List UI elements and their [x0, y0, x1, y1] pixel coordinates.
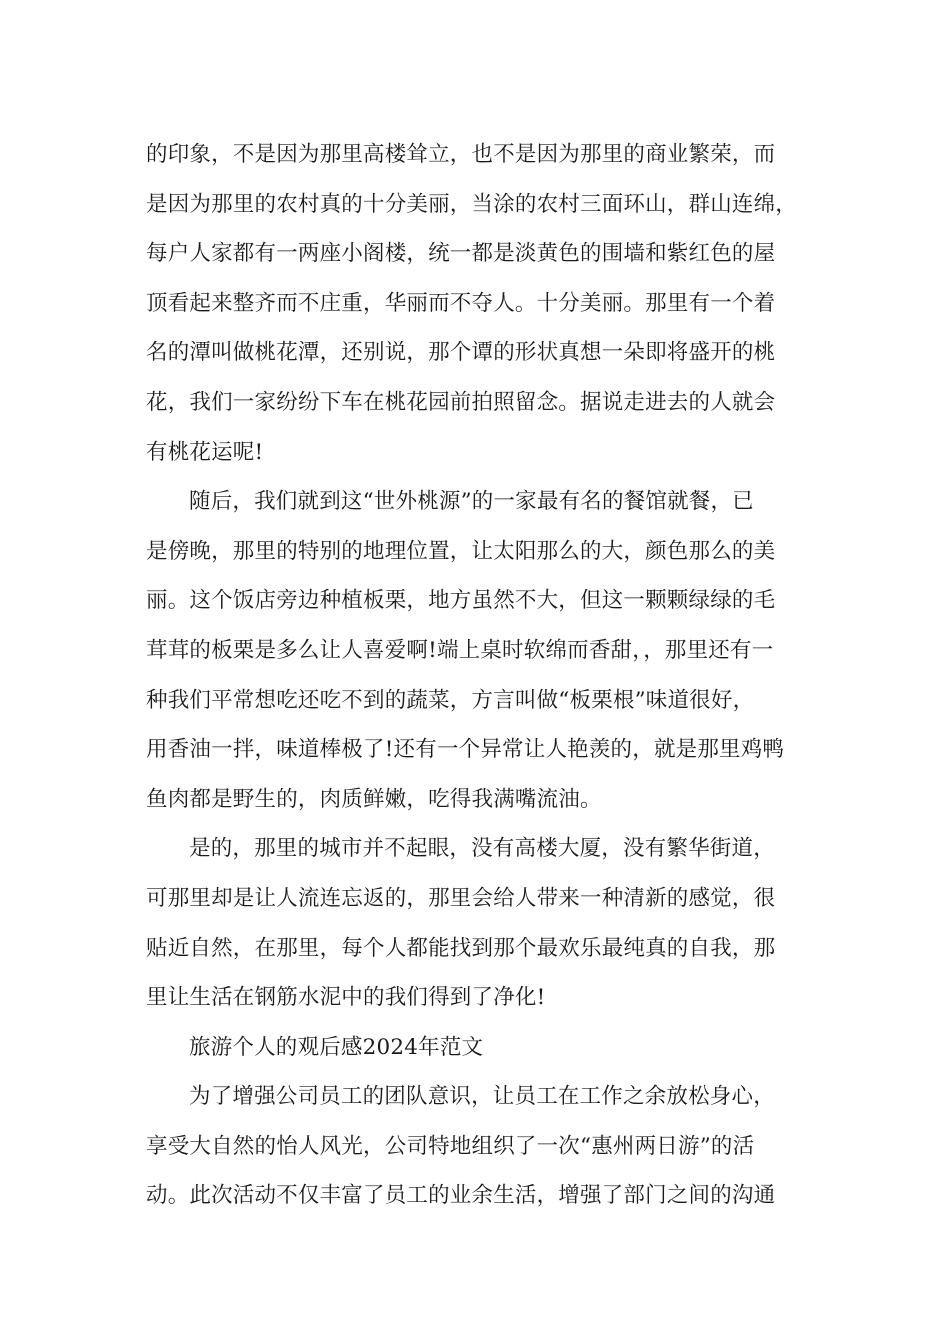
text-line: 每户人家都有一两座小阁楼，统一都是淡黄色的围墙和紫红色的屋 [146, 241, 776, 267]
body-text [146, 130, 826, 1221]
paragraph-first-line: 为了增强公司员工的团队意识，让员工在工作之余放松身心， [189, 1084, 775, 1110]
text-line: 享受大自然的怡人风光，公司特地组织了一次“惠州两日游”的活 [146, 1133, 755, 1159]
text-line: 动。此次活动不仅丰富了员工的业余生活，增强了部门之间的沟通 [146, 1183, 776, 1209]
text-line: 种我们平常想吃还吃不到的蔬菜，方言叫做“板栗根”味道很好， [146, 687, 755, 713]
paragraph-first-line: 旅游个人的观后感2024年范文 [189, 1034, 484, 1060]
text-line: 里让生活在钢筋水泥中的我们得到了净化! [146, 985, 546, 1011]
text-line: 是因为那里的农村真的十分美丽，当涂的农村三面环山，群山连绵， [146, 191, 798, 217]
text-line: 贴近自然，在那里，每个人都能找到那个最欢乐最纯真的自我，那 [146, 935, 776, 961]
paragraph-first-line: 是的，那里的城市并不起眼，没有高楼大厦，没有繁华街道， [189, 836, 775, 862]
text-line: 的印象，不是因为那里高楼耸立，也不是因为那里的商业繁荣，而 [146, 142, 776, 167]
text-line: 是傍晚，那里的特别的地理位置，让太阳那么的大，颜色那么的美 [146, 538, 776, 564]
text-line: 有桃花运呢! [146, 439, 264, 465]
text-line: 用香油一拌，味道棒极了!还有一个异常让人艳羡的，就是那里鸡鸭 [146, 737, 785, 763]
text-line: 鱼肉都是野生的，肉质鲜嫩，吃得我满嘴流油。 [146, 786, 602, 812]
paragraph-first-line: 随后，我们就到这“世外桃源”的一家最有名的餐馆就餐，已 [189, 489, 754, 515]
text-line: 名的潭叫做桃花潭，还别说，那个谭的形状真想一朵即将盛开的桃 [146, 340, 776, 366]
text-line: 顶看起来整齐而不庄重，华丽而不夺人。十分美丽。那里有一个着 [146, 290, 776, 316]
text-line: 丽。这个饭店旁边种植板栗，地方虽然不大，但这一颗颗绿绿的毛 [146, 588, 776, 614]
text-line: 可那里却是让人流连忘返的，那里会给人带来一种清新的感觉，很 [146, 885, 776, 911]
text-line: 花，我们一家纷纷下车在桃花园前拍照留念。据说走进去的人就会 [146, 389, 776, 415]
text-line: 茸茸的板栗是多么让人喜爱啊!端上桌时软绵而香甜，，那里还有一 [146, 637, 774, 663]
